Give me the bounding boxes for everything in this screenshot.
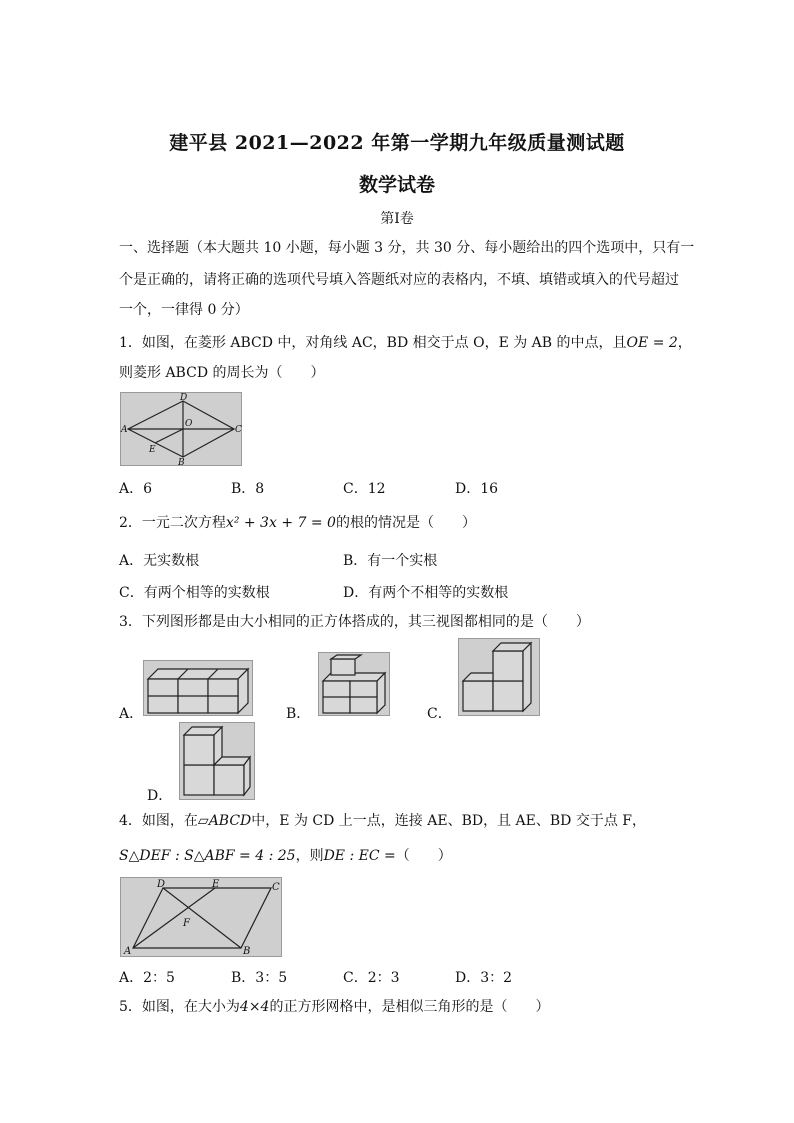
page-title: 建平县 2021—2022 年第一学期九年级质量测试题 <box>169 132 625 154</box>
q1-option-b[interactable]: B．8 <box>231 481 265 497</box>
q1-stem-line1 <box>119 333 692 353</box>
q4-option-d[interactable]: D．3：2 <box>455 970 513 986</box>
q4-label-B: B <box>243 946 251 957</box>
q4-label-A: A <box>124 946 132 957</box>
q1-label-B: B <box>178 458 185 468</box>
volume-label: 第Ⅰ卷 <box>380 211 414 227</box>
q4-label-F: F <box>183 918 190 929</box>
q1-label-D: D <box>180 393 188 403</box>
q4-math-area-ratio: S△DEF : S△ABF = 4 : 25 <box>119 848 296 864</box>
q4-stem-line1 <box>119 811 646 831</box>
q3-figure-d <box>179 722 255 800</box>
q5-stem-end: 的正方形网格中，是相似三角形的是（ ） <box>269 999 550 1015</box>
q2-stem-end: 的根的情况是（ ） <box>335 515 476 531</box>
q5-math: 4×4 <box>239 999 270 1015</box>
q4-label-E: E <box>212 879 220 890</box>
q4-parallelogram-figure <box>120 877 282 957</box>
q4-math-parallelogram: ▱ABCD <box>197 813 252 829</box>
q5-stem-text: 5．如图，在大小为 <box>119 999 240 1015</box>
q1-option-a[interactable]: A．6 <box>119 481 153 497</box>
q2-stem <box>119 513 476 533</box>
q2-stem-text: 2．一元二次方程 <box>119 515 226 531</box>
q1-stem-text: 1．如图，在菱形 ABCD 中，对角线 AC，BD 相交于点 O，E 为 AB 的中点，且 <box>119 335 627 351</box>
q3-option-d[interactable]: D． <box>147 788 173 804</box>
q5-stem <box>119 997 549 1017</box>
q1-label-O: O <box>185 419 193 429</box>
q1-option-d[interactable]: D．16 <box>455 481 499 497</box>
q3-figure-a <box>143 660 253 716</box>
q3-figure-b <box>318 652 390 716</box>
q3-option-a[interactable]: A． <box>119 706 144 722</box>
q4-option-c[interactable]: C．2：3 <box>343 970 400 986</box>
q1-label-E: E <box>149 445 156 455</box>
q4-label-C: C <box>272 882 280 893</box>
q3-option-b[interactable]: B． <box>286 706 311 722</box>
q1-rhombus-figure <box>120 392 242 466</box>
q3-stem: 3．下列图形都是由大小相同的正方体搭成的，其三视图都相同的是（ ） <box>119 614 590 630</box>
section-instructions-line3: 一个，一律得 0 分） <box>119 302 249 318</box>
q2-option-a[interactable]: A．无实数根 <box>119 553 200 569</box>
q1-stem-end: ， <box>677 335 692 351</box>
q4-math-ratio: DE : EC = <box>323 848 396 864</box>
q4-option-b[interactable]: B．3：5 <box>231 970 288 986</box>
section-instructions-line2: 个是正确的，请将正确的选项代号填入答题纸对应的表格内，不填、填错或填入的代号超过 <box>119 272 679 288</box>
q2-option-d[interactable]: D．有两个不相等的实数根 <box>343 585 509 601</box>
q3-figure-c <box>458 638 540 716</box>
q1-math: OE = 2 <box>626 335 678 351</box>
q4-label-D: D <box>157 879 166 890</box>
q4-stem-then: ，则 <box>295 848 324 864</box>
page-subtitle: 数学试卷 <box>358 174 435 196</box>
q1-label-A: A <box>121 425 128 435</box>
q4-stem-text: 4．如图，在 <box>119 813 198 829</box>
q2-option-b[interactable]: B．有一个实根 <box>343 553 438 569</box>
q4-stem-rest: 中，E 为 CD 上一点，连接 AE、BD，且 AE、BD 交于点 F， <box>251 813 647 829</box>
q1-label-C: C <box>235 425 242 435</box>
q1-option-c[interactable]: C．12 <box>343 481 386 497</box>
q4-stem-end: （ ） <box>395 848 452 864</box>
q2-option-c[interactable]: C．有两个相等的实数根 <box>119 585 270 601</box>
q4-stem-line2 <box>119 846 452 866</box>
q3-option-c[interactable]: C． <box>427 706 452 722</box>
section-instructions-line1: 一、选择题（本大题共 10 小题，每小题 3 分，共 30 分、每小题给出的四个选项中，只有一 <box>119 240 695 256</box>
q2-math: x² + 3x + 7 = 0 <box>225 515 336 531</box>
q1-stem-line2: 则菱形 ABCD 的周长为（ ） <box>119 365 325 381</box>
q4-option-a[interactable]: A．2：5 <box>119 970 175 986</box>
